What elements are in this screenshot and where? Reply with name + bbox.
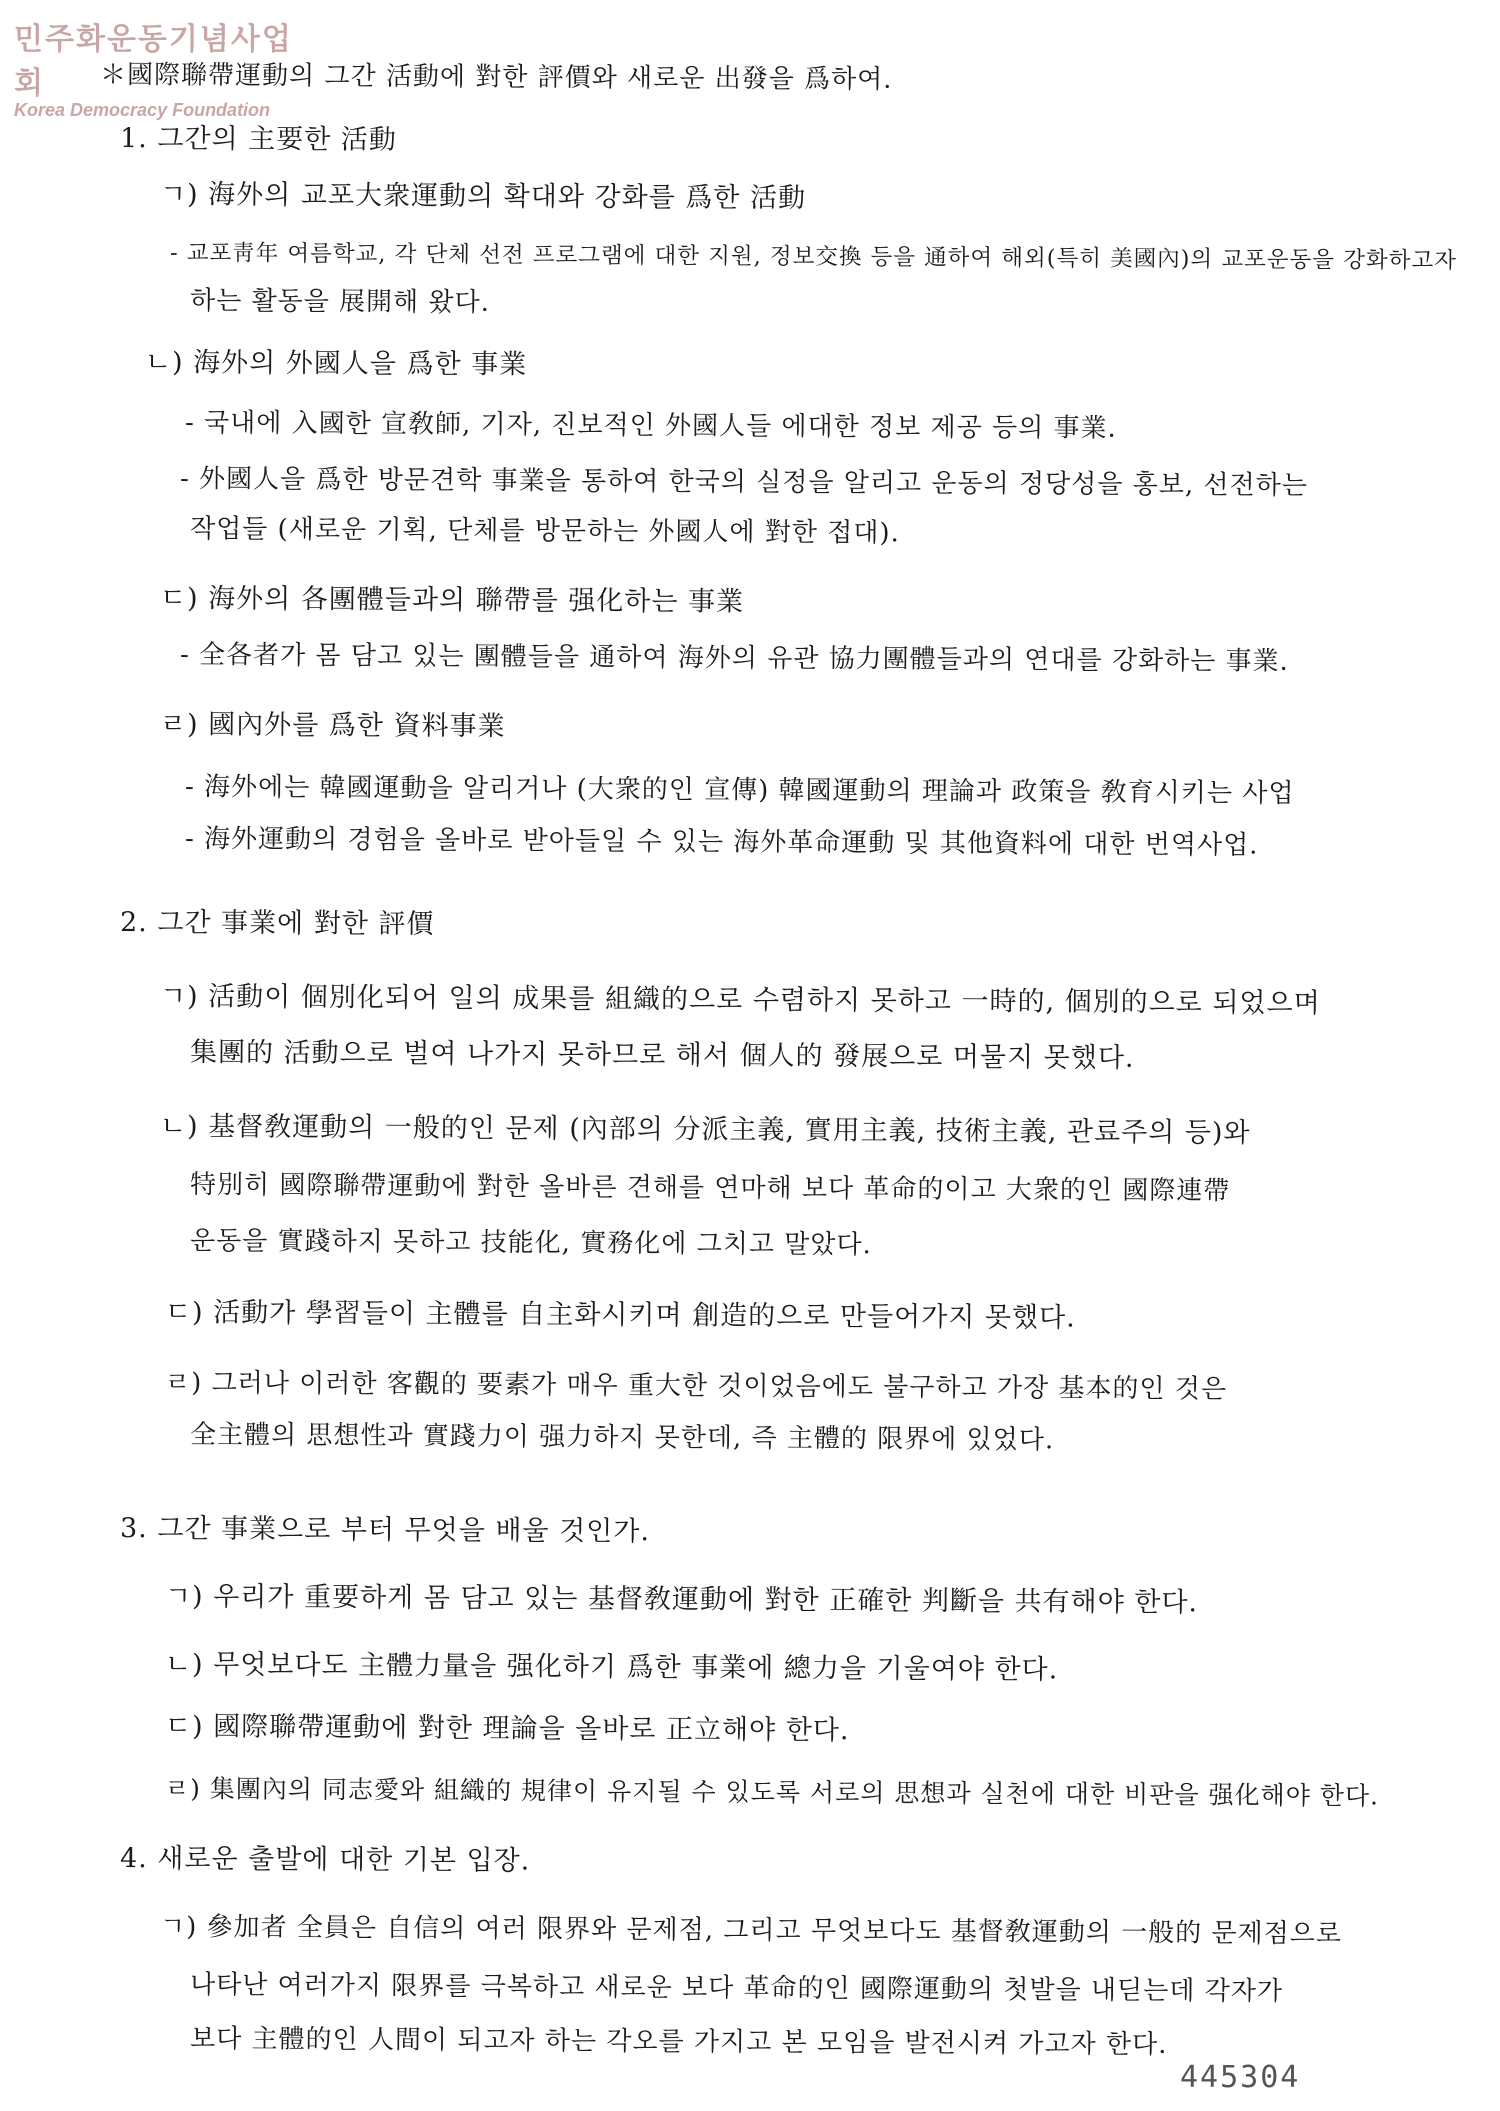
- section-line: 集團的 活動으로 벌여 나가지 못하므로 해서 個人的 發展으로 머물지 못했다.: [189, 1037, 1135, 1074]
- section-line: ㄴ) 海外의 外國人을 爲한 事業: [144, 347, 528, 381]
- section-line: 全主體의 思想性과 實踐力이 强力하지 못한데, 즉 主體的 限界에 있었다.: [189, 1420, 1055, 1456]
- section-line: ㄷ) 海外의 各團體들과의 聯帶를 强化하는 事業: [159, 583, 745, 618]
- section-line: ㄴ) 基督敎運動의 一般的인 문제 (內部의 分派主義, 實用主義, 技術主義, 관료주의 등)와: [159, 1111, 1251, 1149]
- section-line: 보다 主體的인 人間이 되고자 하는 각오를 가지고 본 모임을 발전시켜 가고자 한다.: [189, 2024, 1168, 2060]
- document-title: ＊國際聯帶運動의 그간 活動에 對한 評價와 새로운 出發을 爲하여.: [99, 60, 893, 95]
- section-line: ㄱ) 活動이 個別化되어 일의 成果를 組織的으로 수렴하지 못하고 一時的, 個別的으로 되었으며: [159, 981, 1321, 1020]
- section-line: - 外國人을 爲한 방문견학 事業을 통하여 한국의 실정을 알리고 운동의 정당성을 홍보, 선전하는: [179, 464, 1309, 501]
- section-heading: 1. 그간의 主要한 活動: [119, 123, 397, 156]
- section-heading: 3. 그간 事業으로 부터 무엇을 배울 것인가.: [119, 1513, 651, 1548]
- section-line: 운동을 實踐하지 못하고 技能化, 實務化에 그치고 말았다.: [189, 1226, 872, 1261]
- section-line: 하는 활동을 展開해 왔다.: [189, 286, 491, 318]
- section-line: - 海外運動의 경험을 올바로 받아들일 수 있는 海外革命運動 및 其他資料에 대한 번역사업.: [184, 824, 1259, 861]
- archive-code: 445304: [1180, 2060, 1301, 2095]
- section-line: ㄹ) 集團內의 同志愛와 組織的 規律이 유지될 수 있도록 서로의 思想과 실천에 대한 비판을 强化해야 한다.: [164, 1774, 1380, 1811]
- watermark-english: Korea Democracy Foundation: [14, 100, 271, 120]
- section-line: ㄱ) 參加者 全員은 自信의 여러 限界와 문제점, 그리고 무엇보다도 基督敎運動의 一般的 문제점으로: [159, 1912, 1343, 1950]
- section-line: ㄹ) 國內外를 爲한 資料事業: [159, 709, 506, 743]
- section-line: - 교포靑年 여름학교, 각 단체 선전 프로그램에 대한 지원, 정보交換 등을 通하여 해외(특히 美國內)의 교포운동을 강화하고자: [169, 240, 1457, 274]
- section-line: 나타난 여러가지 限界를 극복하고 새로운 보다 革命的인 國際運動의 첫발을 내딛는데 각자가: [189, 1970, 1284, 2007]
- section-line: ㄴ) 무엇보다도 主體力量을 强化하기 爲한 事業에 總力을 기울여야 한다.: [164, 1649, 1059, 1686]
- section-line: ㄱ) 海外의 교포大衆運動의 확대와 강화를 爲한 活動: [159, 179, 807, 214]
- section-line: - 국내에 入國한 宣敎師, 기자, 진보적인 外國人들 에대한 정보 제공 등의 事業.: [184, 408, 1117, 444]
- section-line: - 海外에는 韓國運動을 알리거나 (大衆的인 宣傳) 韓國運動의 理論과 政策을 敎育시키는 사업: [184, 772, 1295, 809]
- section-heading: 4. 새로운 출발에 대한 기본 입장.: [119, 1843, 531, 1877]
- section-line: ㄷ) 國際聯帶運動에 對한 理論을 올바로 正立해야 한다.: [164, 1711, 850, 1747]
- section-line: ㄹ) 그러나 이러한 客觀的 要素가 매우 重大한 것이었음에도 불구하고 가장 基本的인 것은: [164, 1368, 1228, 1405]
- watermark-korean: 민주화운동기념사업회: [14, 22, 293, 101]
- section-line: ㄷ) 活動가 學習들이 主體를 自主화시키며 創造的으로 만들어가지 못했다.: [164, 1297, 1076, 1334]
- section-line: - 全各者가 몸 담고 있는 團體들을 通하여 海外의 유관 協力團體들과의 연대를 강화하는 事業.: [179, 640, 1289, 677]
- section-line: ㄱ) 우리가 重要하게 몸 담고 있는 基督敎運動에 對한 正確한 判斷을 共有해야 한다.: [164, 1581, 1199, 1619]
- section-heading: 2. 그간 事業에 對한 評價: [119, 907, 435, 940]
- section-line: 特別히 國際聯帶運動에 對한 올바른 견해를 연마해 보다 革命的이고 大衆的인 國際連帶: [189, 1170, 1231, 1207]
- section-line: 작업들 (새로운 기획, 단체를 방문하는 外國人에 對한 접대).: [189, 514, 900, 549]
